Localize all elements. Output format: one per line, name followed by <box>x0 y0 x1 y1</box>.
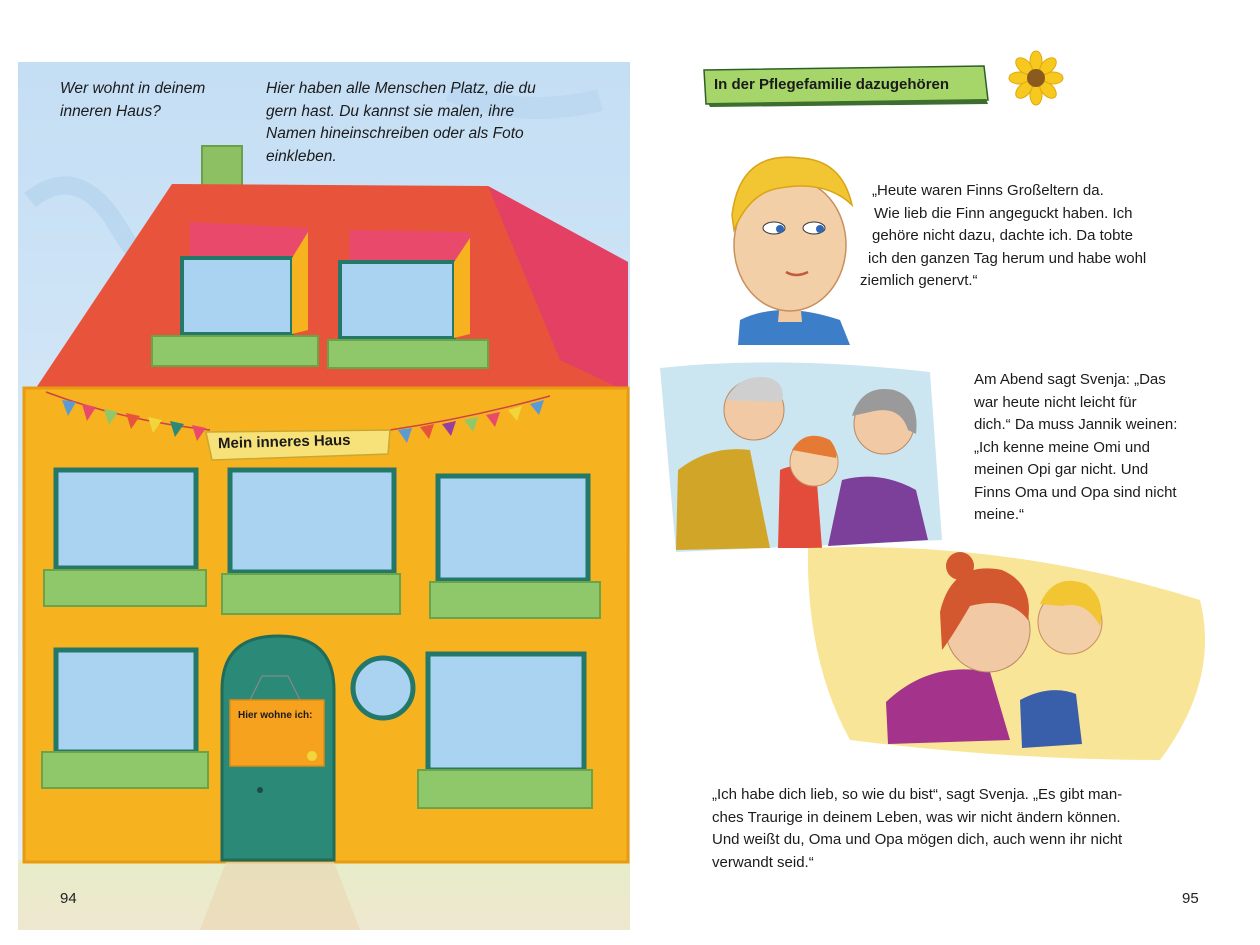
dormer-right <box>328 230 488 368</box>
grandparents-scene <box>660 362 942 552</box>
paragraph-1 <box>860 180 1146 293</box>
paragraph-3 <box>712 784 1122 874</box>
intro-question-line: inneren Haus? <box>60 102 161 120</box>
banner-label: Mein inneres Haus <box>217 431 351 453</box>
section-heading: In der Pflegefamilie dazugehören <box>714 76 950 93</box>
paragraph-line: Und weißt du, Oma und Opa mögen dich, auch wenn ihr nicht <box>712 831 1123 848</box>
sunflower-icon <box>1009 51 1063 105</box>
intro-question-line: Wer wohnt in deinem <box>60 80 206 97</box>
paragraph-line: „Ich kenne meine Omi und <box>974 438 1150 456</box>
paragraph-line: war heute nicht leicht für <box>974 393 1137 411</box>
door-sign-label: Hier wohne ich: <box>238 710 313 721</box>
paragraph-line: meine.“ <box>974 506 1025 523</box>
paragraph-line: „Ich habe dich lieb, so wie du bist“, sagt Svenja. „Es gibt man- <box>712 786 1123 803</box>
window-row-1 <box>44 470 600 618</box>
paragraph-line: ich den ganzen Tag herum und habe wohl <box>868 249 1147 267</box>
paragraph-line: gehöre nicht dazu, dachte ich. Da tobte <box>872 227 1134 244</box>
intro-text-line: Hier haben alle Menschen Platz, die du <box>266 80 536 97</box>
paragraph-line: „Heute waren Finns Großeltern da. <box>872 182 1104 199</box>
page-number-left: 94 <box>60 890 77 907</box>
paragraph-line: ches Traurige in deinem Leben, was wir nicht ändern können. <box>712 808 1121 826</box>
right-page <box>630 0 1260 945</box>
intro-question <box>60 78 205 123</box>
paragraph-line: Wie lieb die Finn angeguckt haben. Ich <box>874 204 1133 222</box>
paragraph-line: dich.“ Da muss Jannik weinen: <box>974 416 1178 433</box>
paragraph-line: Finns Oma und Opa sind nicht <box>974 483 1177 501</box>
intro-text-line: einkleben. <box>266 147 337 165</box>
svenja-hug-scene <box>808 547 1205 760</box>
paragraph-2 <box>974 369 1177 527</box>
paragraph-line: meinen Opi gar nicht. Und <box>974 461 1149 478</box>
boy-portrait <box>732 157 852 345</box>
chimney <box>202 146 242 186</box>
page-number-right: 95 <box>1182 890 1199 907</box>
paragraph-line: Am Abend sagt Svenja: „Das <box>974 371 1166 388</box>
intro-text-line: Namen hineinschreiben oder als Foto <box>266 125 524 142</box>
round-window <box>353 658 413 718</box>
intro-text <box>266 78 536 168</box>
paragraph-line: verwandt seid.“ <box>712 853 814 871</box>
paragraph-line: ziemlich genervt.“ <box>860 272 978 289</box>
intro-text-line: gern hast. Du kannst sie malen, ihre <box>266 102 515 120</box>
